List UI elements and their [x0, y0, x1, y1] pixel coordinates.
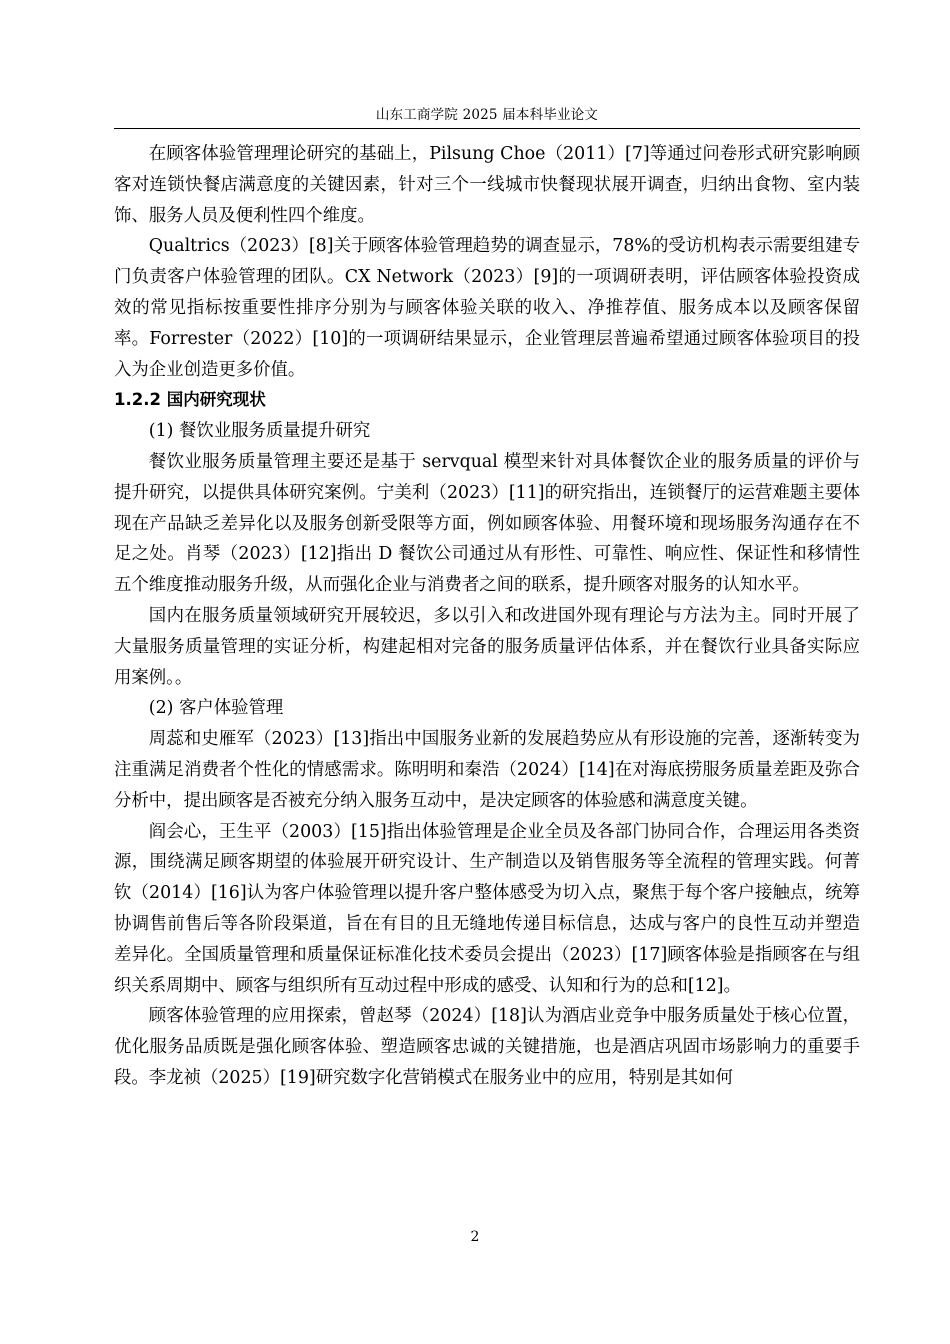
paragraph-7: 顾客体验管理的应用探索，曾赵琴（2024）[18]认为酒店业竞争中服务质量处于核心位置，优化服务品质既是强化顾客体验、塑造顾客忠诚的关键措施，也是酒店巩固市场影响力的重要手段。李龙祯（2025）[19]研究数字化营销模式在服务业中的应用，特别是其如何: [114, 1006, 860, 1088]
paragraph-5: 周蕊和史雁军（2023）[13]指出中国服务业新的发展趋势应从有形设施的完善，逐渐转变为注重满足消费者个性化的情感需求。陈明明和秦浩（2024）[14]在对海底捞服务质量差距及弥合分析中，提出顾客是否被充分纳入服务互动中，是决定顾客的体验感和满意度关键。: [114, 729, 860, 811]
paragraph-6: 阎会心，王生平（2003）[15]指出体验管理是企业全员及各部门协同合作，合理运用各类资源，围绕满足顾客期望的体验展开研究设计、生产制造以及销售服务等全流程的管理实践。何菁钦（2014）[16]认为客户体验管理以提升客户整体感受为切入点，聚焦于每个客户接触点，统筹协调售前售后等各阶段渠道，旨在有目的且无缝地传递目标信息，达成与客户的良性互动并塑造差异化。全国质量管理和质量保证标准化技术委员会提出（2023）[17]顾客体验是指顾客在与组织关系周期中、顾客与组织所有互动过程中形成的感受、认知和行为的总和[12]。: [114, 821, 860, 996]
page-number: 2: [470, 1229, 480, 1245]
paragraph-2: Qualtrics（2023）[8]关于顾客体验管理趋势的调查显示，78%的受访机构表示需要组建专门负责客户体验管理的团队。CX Network（2023）[9]的一项调研表明，评估顾客体验投资成效的常见指标按重要性排序分别为与顾客体验关联的收入、净推荐值、服务成本以及顾客保留率。Forrester（2022）[10]的一项调研结果显示，企业管理层普遍希望通过顾客体验项目的投入为企业创造更多价值。: [114, 236, 860, 380]
page-body: [114, 139, 860, 1094]
paragraph-4: 国内在服务质量领域研究开展较迟，多以引入和改进国外现有理论与方法为主。同时开展了大量服务质量管理的实证分析，构建起相对完备的服务质量评估体系，并在餐饮行业具备实际应用案例。。: [114, 605, 860, 688]
running-header: 山东工商学院 2025 届本科毕业论文: [375, 107, 599, 123]
paragraph-3: 餐饮业服务质量管理主要还是基于 servqual 模型来针对具体餐饮企业的服务质量的评价与提升研究，以提供具体研究案例。宁美利（2023）[11]的研究指出，连锁餐厅的运营难题主要体现在产品缺乏差异化以及服务创新受限等方面，例如顾客体验、用餐环境和现场服务沟通存在不足之处。肖琴（2023）[12]指出 D 餐饮公司通过从有形性、可靠性、响应性、保证性和移情性五个维度推动服务升级，从而强化企业与消费者之间的联系，提升顾客对服务的认知水平。: [114, 451, 860, 596]
paragraph-1: 在顾客体验管理理论研究的基础上，Pilsung Choe（2011）[7]等通过问卷形式研究影响顾客对连锁快餐店满意度的关键因素，针对三个一线城市快餐现状展开调查，归纳出食物、室内装饰、服务人员及便利性四个维度。: [114, 144, 860, 226]
subsection-1: (1) 餐饮业服务质量提升研究: [148, 421, 371, 442]
section-heading-1-2-2: 1.2.2 国内研究现状: [114, 390, 266, 410]
header-rule: [114, 128, 860, 129]
subsection-2: (2) 客户体验管理: [148, 698, 284, 719]
